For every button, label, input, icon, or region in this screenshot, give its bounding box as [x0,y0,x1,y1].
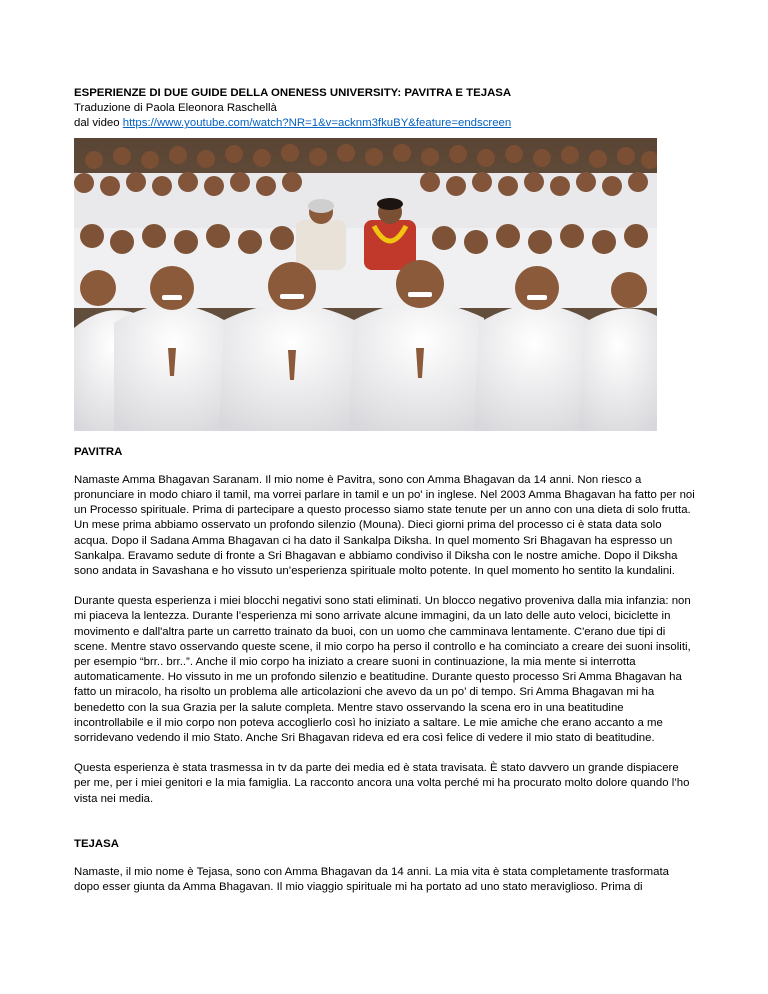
document-body [74,86,696,910]
group-photo [74,138,657,431]
pavitra-paragraph: Durante questa esperienza i miei blocchi negativi sono stati eliminati. Un blocco negativo proveniva dalla mia infanzia: non mi piaceva la lentezza. Durante l’esperienza mi sono arrivate alcune immagini, da un lato delle auto veloci, biciclette in movimento e dall'altra parte un carretto trainato da buoi, con un uomo che camminava lentamente. C'erano due tipi di scene. Mentre stavo osservando queste scene, il mio corpo ha perso il controllo e ha cominciato a creare dei suoni insoliti, per esempio “brr.. brr..”. Anche il mio corpo ha iniziato a creare suoni in continuazione, la mia mente si interrotta automaticamente. Ho vissuto in me un profondo silenzio e beatitudine. Durante questo processo Sri Amma Bhagavan ha fatto un miracolo, ha risolto un problema alle articolazioni che avevo da un po’ di tempo. Sri Amma Bhagavan mi ha benedetto con la sua Grazia per la salute completa. Mentre stavo osservando la scena ero in una beatitudine incontrollabile e il mio corpo non poteva accoglierlo così ho iniziato a saltare. Le mie amiche che erano accanto a me sorridevano vedendo il mio Stato. Anche Sri Bhagavan rideva ed era così felice di vedere il mio stato di beatitudine. [74,595,691,745]
tejasa-paragraph: Namaste, il mio nome è Tejasa, sono con Amma Bhagavan da 14 anni. La mia vita è stata completamente trasformata dopo esser giunta da Amma Bhagavan. Il mio viaggio spirituale mi ha portato ad uno stato meraviglioso. Prima di [74,866,669,894]
pavitra-heading: PAVITRA [74,445,123,458]
tejasa-heading: TEJASA [74,837,119,850]
source-prefix: dal video [74,117,123,130]
source-video-link[interactable]: https://www.youtube.com/watch?NR=1&v=acknm3fkuBY&feature=endscreen [122,117,512,130]
pavitra-paragraph: Namaste Amma Bhagavan Saranam. Il mio nome è Pavitra, sono con Amma Bhagavan da 14 anni. Non riesco a pronunciare in modo chiaro il tamil, ma vorrei parlare in tamil e un po' in inglese. Nel 2003 Amma Bhagavan ha fatto per noi un Processo spirituale. Prima di partecipare a questo processo siamo state tenute per un anno con una dieta di solo frutta. Un mese prima abbiamo osservato un profondo silenzio (Mouna). Dieci giorni prima del processo ci è stata data solo acqua. Dopo il Sadana Amma Bhagavan ci ha dato il Sankalpa Diksha. In quel momento Sri Bhagavan ha espresso un Sankalpa. Eravamo sedute di fronte a Sri Bhagavan e abbiamo condiviso il Diksha con le nostre amiche. Dopo il Diksha sono andata in Savashana e ho vissuto un’esperienza spirituale molto potente. In quel momento ho sentito la kundalini. [74,473,695,578]
document-header [74,86,696,132]
front-row-robes [74,302,657,431]
document-title: ESPERIENZE DI DUE GUIDE DELLA ONENESS UNIVERSITY: PAVITRA E TEJASA [74,87,512,99]
source-line [74,116,696,131]
translation-credit: Traduzione di Paola Eleonora Raschellà [74,102,277,115]
pavitra-paragraph: Questa esperienza è stata trasmessa in tv da parte dei media ed è stata travisata. È stato davvero un grande dispiacere per me, per i miei genitori e la mia famiglia. La racconto ancora una volta perché mi ha procurato molto dolore quando l’ho vista nei media. [74,762,690,805]
